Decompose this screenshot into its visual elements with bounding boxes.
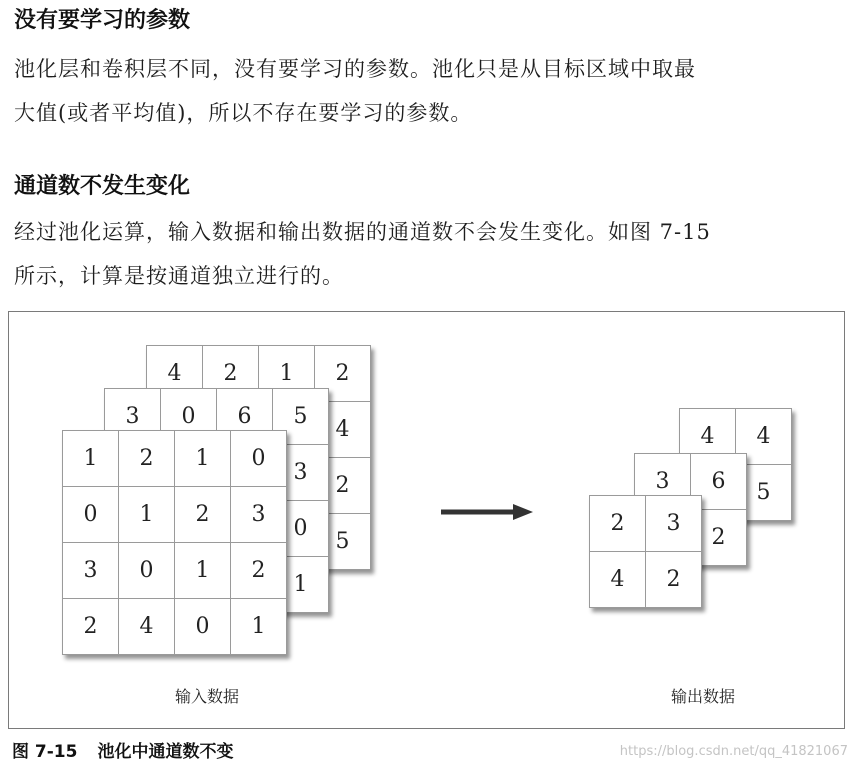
grid-cell: 3: [231, 487, 287, 543]
grid-cell: 3: [63, 543, 119, 599]
grid-cell: 2: [175, 487, 231, 543]
grid-cell: 2: [203, 346, 259, 402]
grid-cell: 1: [259, 346, 315, 402]
paragraph-line: 所示，计算是按通道独立进行的。: [14, 264, 344, 288]
grid-cell: 6: [691, 454, 747, 510]
section-heading-no-params: 没有要学习的参数: [14, 8, 191, 33]
right-arrow-icon: [441, 502, 541, 522]
paragraph-no-params: [14, 47, 696, 135]
grid-cell: 2: [63, 599, 119, 655]
grid-cell: 2: [119, 431, 175, 487]
grid-cell: 1: [273, 557, 329, 613]
grid-cell: 3: [273, 445, 329, 501]
paragraph-channels: [14, 210, 711, 298]
grid-cell: 0: [161, 389, 217, 445]
grid-cell: 2: [315, 458, 371, 514]
grid-cell: 2: [231, 543, 287, 599]
grid-cell: 2: [590, 496, 646, 552]
watermark: https://blog.csdn.net/qq_41821067: [619, 744, 848, 759]
grid-cell: 4: [680, 409, 736, 465]
grid-cell: 5: [736, 465, 792, 521]
grid-cell: 0: [231, 431, 287, 487]
input-channel-3: [62, 430, 287, 655]
grid-cell: 2: [646, 552, 702, 608]
grid-cell: 6: [217, 389, 273, 445]
figure-title: 池化中通道数不变: [97, 742, 234, 762]
grid-cell: 4: [736, 409, 792, 465]
output-channel-3: [589, 495, 702, 608]
output-data-label: 输出数据: [671, 687, 736, 706]
grid-cell: 4: [315, 402, 371, 458]
grid-cell: 4: [147, 346, 203, 402]
grid-cell: 5: [315, 514, 371, 570]
section-heading-channels: 通道数不发生变化: [14, 174, 191, 199]
grid-cell: 2: [691, 510, 747, 566]
figure-number: 图 7-15: [12, 742, 78, 762]
grid-cell: 1: [63, 431, 119, 487]
grid-cell: 3: [646, 496, 702, 552]
grid-cell: 0: [175, 599, 231, 655]
paragraph-line: 池化层和卷积层不同，没有要学习的参数。池化只是从目标区域中取最: [14, 57, 696, 81]
grid-cell: 3: [105, 389, 161, 445]
paragraph-line: 经过池化运算，输入数据和输出数据的通道数不会发生变化。如图 7-15: [14, 220, 711, 244]
grid-cell: 2: [315, 346, 371, 402]
grid-cell: 1: [231, 599, 287, 655]
grid-cell: 5: [273, 389, 329, 445]
grid-cell: 1: [175, 543, 231, 599]
grid-cell: 3: [635, 454, 691, 510]
grid-cell: 0: [63, 487, 119, 543]
figure-caption: [12, 737, 233, 762]
grid-cell: 0: [273, 501, 329, 557]
grid-cell: 1: [175, 431, 231, 487]
figure-7-15: [8, 311, 845, 729]
grid-cell: 1: [119, 487, 175, 543]
grid-cell: 4: [590, 552, 646, 608]
input-data-label: 输入数据: [175, 687, 240, 706]
grid-cell: 0: [119, 543, 175, 599]
paragraph-line: 大值(或者平均值)，所以不存在要学习的参数。: [14, 101, 473, 125]
grid-cell: 4: [119, 599, 175, 655]
